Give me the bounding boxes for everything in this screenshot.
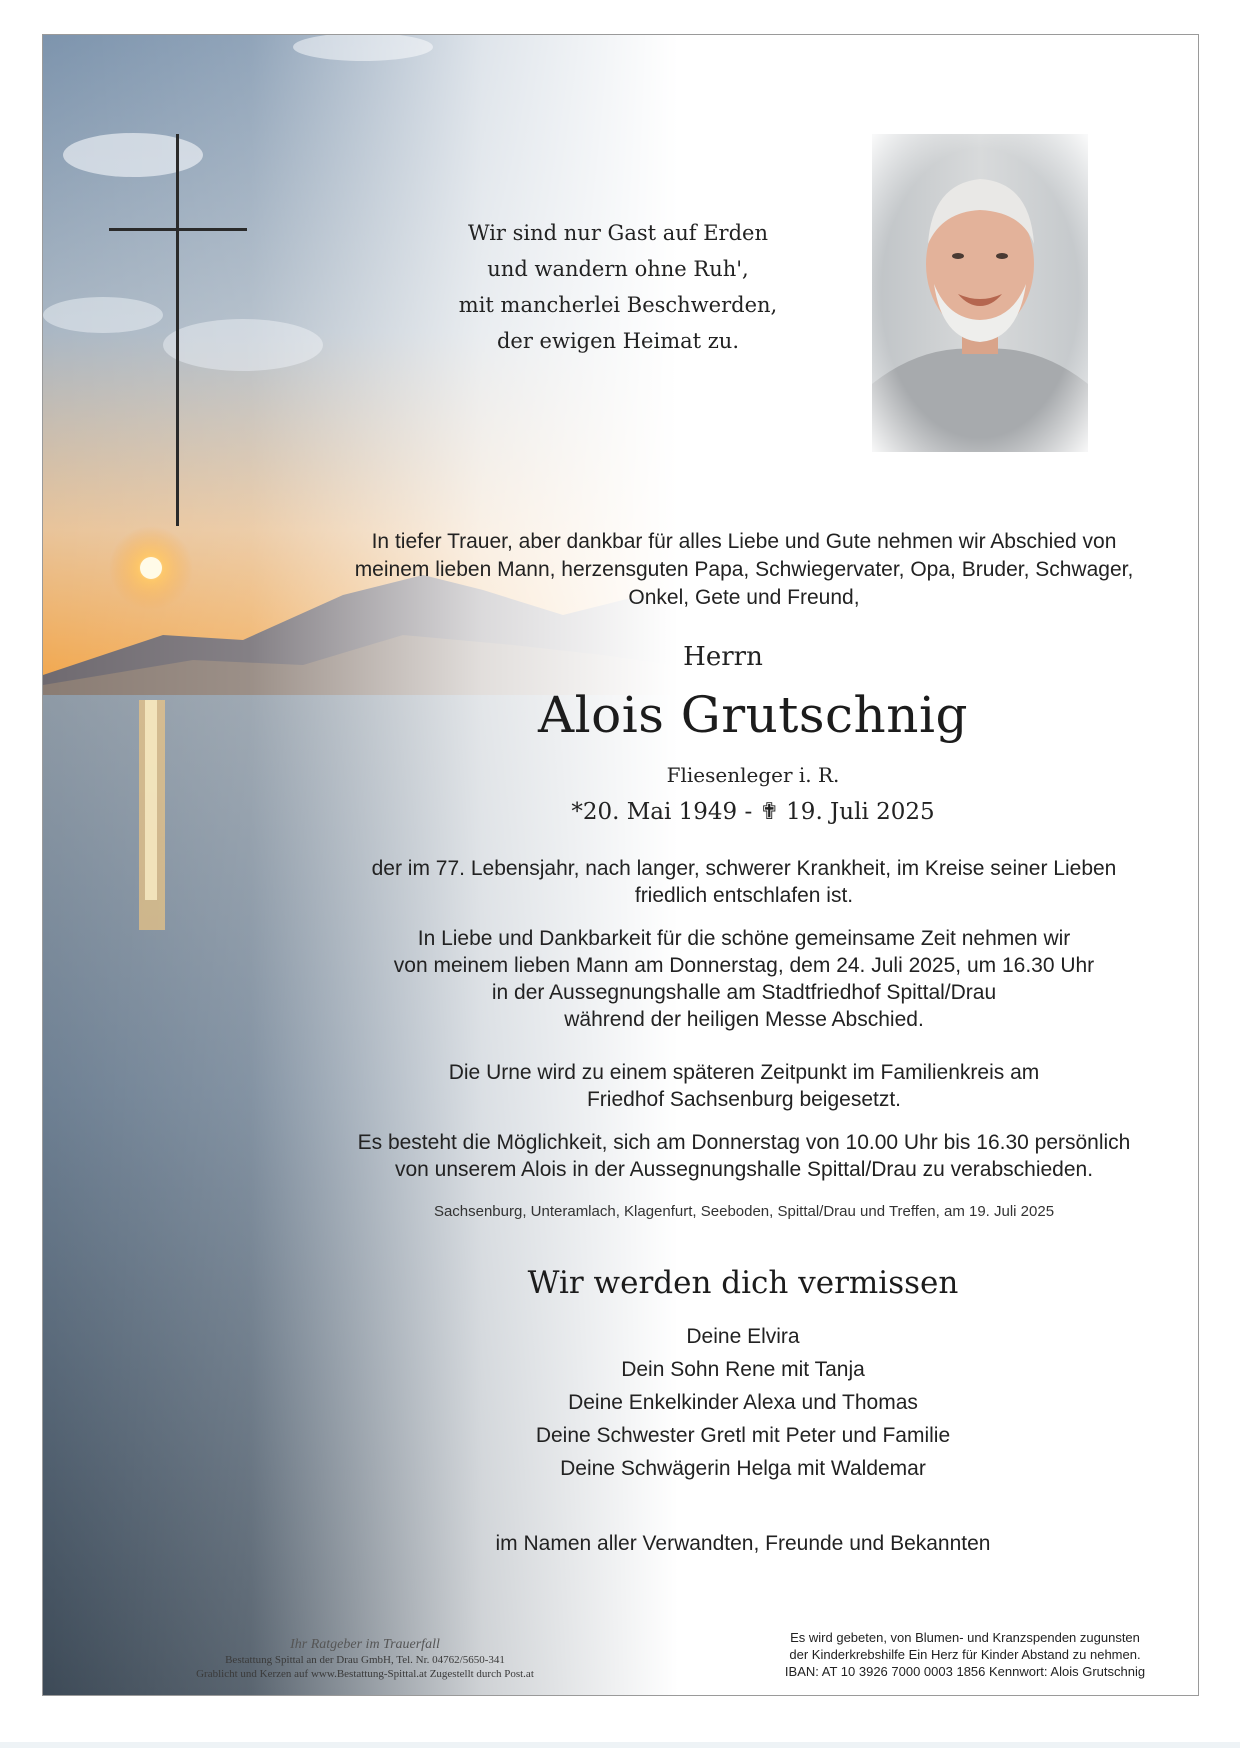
poem [408, 215, 828, 359]
poem-line: mit mancherlei Beschwerden, [458, 293, 778, 317]
deceased-name: Alois Grutschnig [538, 686, 968, 744]
mourner-entry: Deine Elvira [686, 1325, 800, 1348]
funeral-home-imprint [105, 1637, 625, 1681]
paragraph-line: Die Urne wird zu einem späteren Zeitpunkt im Familienkreis am [448, 1061, 1040, 1084]
paragraph-line: während der heiligen Messe Abschied. [564, 1008, 924, 1031]
paragraph-line: friedlich entschlafen ist. [634, 884, 854, 907]
mourner-entry: Deine Schwester Gretl mit Peter und Familie [535, 1424, 951, 1447]
donation-line: IBAN: AT 10 3926 7000 0003 1856 Kennwort: Alois Grutschnig [784, 1664, 1146, 1679]
paragraph-line: in der Aussegnungshalle am Stadtfriedhof Spittal/Drau [491, 981, 997, 1004]
obituary-sheet [42, 34, 1199, 1696]
funeral-paragraph [305, 925, 1183, 1033]
intro-line: Onkel, Gete und Freund, [628, 586, 860, 609]
mourner-entry: Deine Schwägerin Helga mit Waldemar [560, 1457, 926, 1480]
imprint-slogan: Ihr Ratgeber im Trauerfall [290, 1637, 440, 1652]
passing-paragraph [305, 855, 1183, 909]
places-and-date: Sachsenburg, Unteramlach, Klagenfurt, Seeboden, Spittal/Drau und Treffen, am 19. Juli 2025 [433, 1203, 1055, 1220]
intro-line: In tiefer Trauer, aber dankbar für alles Liebe und Gute nehmen wir Abschied von [371, 530, 1117, 553]
donation-line: der Kinderkrebshilfe Ein Herz für Kinder Abstand zu nehmen. [789, 1647, 1141, 1662]
cross-vertical-bar [176, 134, 179, 526]
paragraph-line: In Liebe und Dankbarkeit für die schöne gemeinsame Zeit nehmen wir [417, 927, 1071, 950]
mourner-entry: Dein Sohn Rene mit Tanja [621, 1358, 865, 1381]
mourners-heading: Wir werden dich vermissen [527, 1265, 959, 1301]
paragraph-line: Es besteht die Möglichkeit, sich am Donnerstag von 10.00 Uhr bis 16.30 persönlich [357, 1131, 1131, 1154]
paragraph-line: von meinem lieben Mann am Donnerstag, dem 24. Juli 2025, um 16.30 Uhr [393, 954, 1095, 977]
mourners-list [443, 1320, 1043, 1485]
life-dates: *20. Mai 1949 - ✟ 19. Juli 2025 [571, 799, 935, 825]
intro-line: meinem lieben Mann, herzensguten Papa, Schwiegervater, Opa, Bruder, Schwager, [354, 558, 1134, 581]
paragraph-line: von unserem Alois in der Aussegnungshalle Spittal/Drau zu verabschieden. [394, 1158, 1094, 1181]
salutation: Herrn [683, 642, 763, 672]
imprint-line: Grablicht und Kerzen auf www.Bestattung-Spittal.at Zugestellt durch Post.at [196, 1668, 534, 1680]
mourner-entry: Deine Enkelkinder Alexa und Thomas [568, 1391, 918, 1414]
portrait-photo [872, 134, 1088, 452]
intro-text [305, 528, 1183, 612]
scan-edge [0, 1742, 1240, 1748]
paragraph-line: der im 77. Lebensjahr, nach langer, schwerer Krankheit, im Kreise seiner Lieben [371, 857, 1117, 880]
mourners-closing: im Namen aller Verwandten, Freunde und Bekannten [495, 1532, 991, 1555]
farewell-paragraph [305, 1129, 1183, 1183]
imprint-line: Bestattung Spittal an der Drau GmbH, Tel. Nr. 04762/5650-341 [225, 1654, 505, 1666]
cross-horizontal-bar [109, 228, 247, 231]
poem-line: und wandern ohne Ruh', [487, 257, 749, 281]
donation-line: Es wird gebeten, von Blumen- und Kranzspenden zugunsten [790, 1630, 1140, 1645]
poem-line: Wir sind nur Gast auf Erden [468, 221, 768, 245]
poem-line: der ewigen Heimat zu. [496, 329, 740, 353]
profession: Fliesenleger i. R. [666, 763, 840, 787]
urn-paragraph [305, 1059, 1183, 1113]
donation-note [745, 1629, 1185, 1680]
paragraph-line: Friedhof Sachsenburg beigesetzt. [586, 1088, 902, 1111]
